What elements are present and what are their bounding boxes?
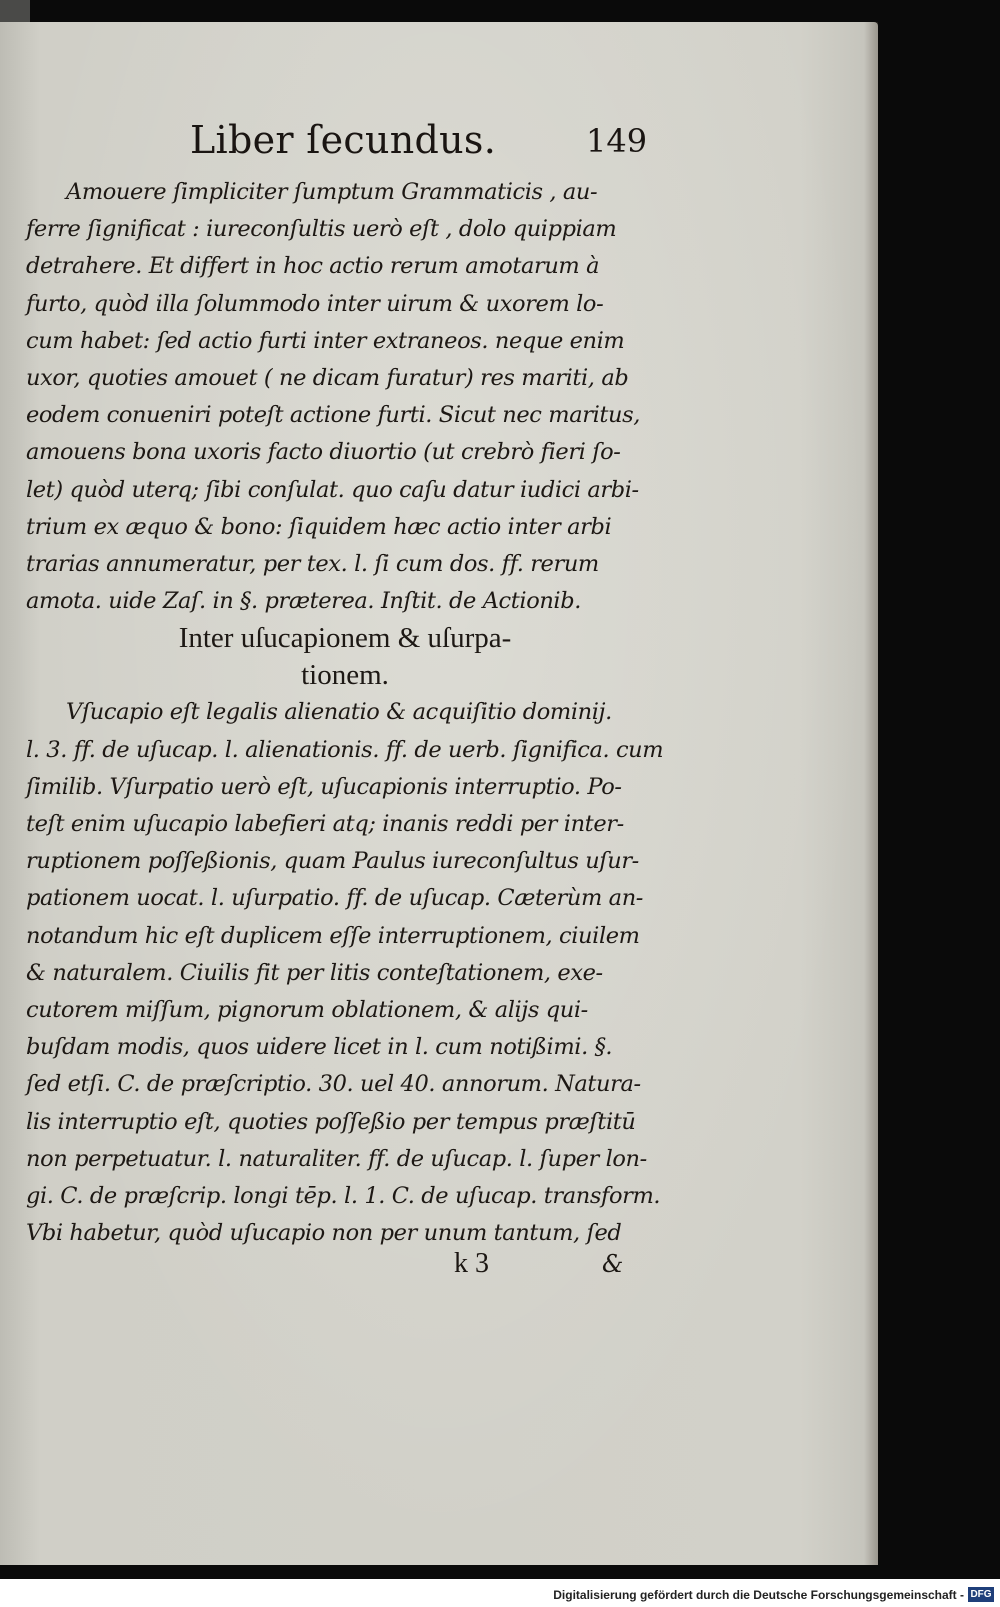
text-line: uxor, quoties amouet ( ne dicam furatur) res mariti, ab bbox=[26, 365, 629, 392]
text-line: Vbi habetur, quòd uſucapio non per unum tantum, ſed bbox=[26, 1220, 622, 1247]
page-header bbox=[26, 118, 664, 174]
text-line: lis interruptio eſt, quoties poſſeßio per tempus præſtitū bbox=[26, 1108, 636, 1135]
heading-line: tionem. bbox=[301, 659, 389, 692]
credit-bar bbox=[0, 1579, 1000, 1607]
text-line: l. 3. ff. de uſucap. l. alienationis. ff. de uerb. ſignifica. cum bbox=[26, 736, 664, 763]
digitization-credit: Digitalisierung gefördert durch die Deutsche Forschungsgemeinschaft - bbox=[553, 1588, 964, 1602]
page-footer bbox=[26, 1248, 664, 1292]
text-line: notandum hic eſt duplicem eſſe interruptionem, ciuilem bbox=[26, 922, 640, 949]
text-line: ferre ſignificat : iureconſultis uerò eſt , dolo quippiam bbox=[26, 216, 617, 243]
text-line: cum habet: ſed actio furti inter extraneos. neque enim bbox=[26, 327, 625, 354]
page-content bbox=[26, 118, 664, 1292]
text-line: trarias annumeratur, per tex. l. ſi cum dos. ff. rerum bbox=[26, 551, 599, 578]
paragraph-amouere bbox=[26, 174, 664, 620]
page-number: 149 bbox=[586, 122, 648, 160]
heading-line: Inter uſucapionem & uſurpa- bbox=[178, 622, 512, 655]
text-line: gi. C. de præſcrip. longi tēp. l. 1. C. de uſucap. transform. bbox=[26, 1183, 661, 1210]
dfg-logo[interactable]: DFG bbox=[968, 1587, 994, 1602]
text-line: let) quòd uterq; ſibi conſulat. quo caſu datur iudici arbi- bbox=[26, 476, 639, 503]
text-line: Vſucapio eſt legalis alienatio & acquiſitio dominij. bbox=[66, 699, 612, 726]
paragraph-usucapio bbox=[26, 694, 664, 1252]
text-line: amouens bona uxoris facto diuortio (ut crebrò fieri ſo- bbox=[26, 439, 621, 466]
text-line: eodem conueniri poteſt actione furti. Sicut nec maritus, bbox=[26, 402, 640, 429]
running-title: Liber ſecundus. bbox=[190, 118, 497, 162]
section-heading bbox=[26, 620, 664, 694]
book-edge bbox=[0, 0, 30, 22]
text-line: detrahere. Et differt in hoc actio rerum amotarum à bbox=[26, 253, 600, 280]
signature-mark: k 3 bbox=[454, 1248, 489, 1280]
catchword: & bbox=[602, 1250, 624, 1279]
text-line: ſed etſi. C. de præſcriptio. 30. uel 40. annorum. Natura- bbox=[26, 1071, 641, 1098]
text-line: teſt enim uſucapio labefieri atq; inanis reddi per inter- bbox=[26, 811, 624, 838]
text-line: & naturalem. Ciuilis fit per litis conteſtationem, exe- bbox=[26, 959, 603, 986]
text-line: trium ex æquo & bono: ſiquidem hæc actio inter arbi bbox=[26, 513, 612, 540]
text-line: Amouere ſimpliciter ſumptum Grammaticis , au- bbox=[66, 179, 598, 205]
text-line: ſimilib. Vſurpatio uerò eſt, uſucapionis interruptio. Po- bbox=[26, 773, 622, 800]
text-line: pationem uocat. l. uſurpatio. ff. de uſucap. Cæterùm an- bbox=[26, 885, 643, 912]
book-page bbox=[0, 22, 878, 1565]
text-line: ruptionem poſſeßionis, quam Paulus iureconſultus uſur- bbox=[26, 848, 639, 875]
text-line: buſdam modis, quos uidere licet in l. cum notißimi. §. bbox=[26, 1034, 613, 1061]
text-line: cutorem miſſum, pignorum oblationem, & alijs qui- bbox=[26, 997, 588, 1024]
text-line: non perpetuatur. l. naturaliter. ff. de uſucap. l. ſuper lon- bbox=[26, 1145, 647, 1172]
text-line: furto, quòd illa ſolummodo inter uirum & uxorem lo- bbox=[26, 290, 604, 317]
text-line: amota. uide Zaſ. in §. præterea. Inſtit. de Actionib. bbox=[26, 588, 581, 615]
